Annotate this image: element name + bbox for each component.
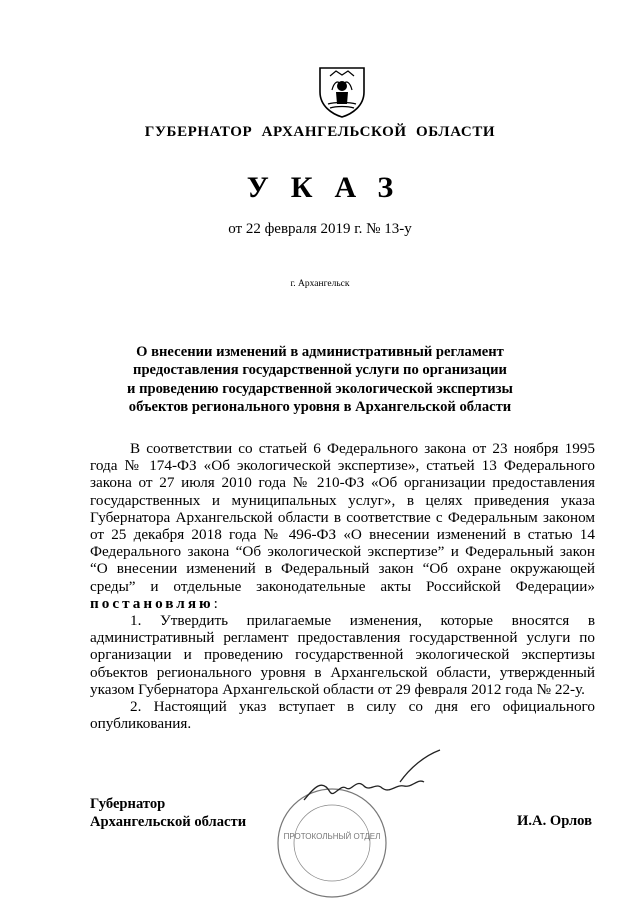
title-line: предоставления государственной услуги по организации xyxy=(133,362,507,379)
document-type: УКАЗ xyxy=(246,171,416,204)
handwritten-signature xyxy=(300,748,460,808)
item-1: 1. Утвердить прилагаемые изменения, которые вносятся в административный регламент предоставления государственной услуги по организации и проведению государственной экологической экспертизы объектов регионального уровня в Архангельской области, утвержденный указом Губернатора Архангельской области от 29 февраля 2012 года № 22-у. xyxy=(90,612,595,698)
signer-position-line: Губернатор xyxy=(90,796,166,812)
item-2: 2. Настоящий указ вступает в силу со дня его официального опубликования. xyxy=(90,698,595,733)
issuing-authority: ГУБЕРНАТОР АРХАНГЕЛЬСКОЙ ОБЛАСТИ xyxy=(144,124,496,140)
title-line: О внесении изменений в административный регламент xyxy=(136,344,504,360)
decree-word: постановляю xyxy=(90,594,214,612)
coat-of-arms-icon xyxy=(314,62,370,118)
decree-colon: : xyxy=(213,594,218,612)
preamble-text: В соответствии со статьей 6 Федерального закона от 23 ноября 1995 года № 174-ФЗ «Об экологической экспертизе», статьей 13 Федерального закона от 27 июля 2010 года № 210-ФЗ «Об организации предоставления государственных и муниципальных услуг», в целях приведения указа Губернатора Архангельской области в соответствие с Федеральным законом от 25 декабря 2018 года № 496-ФЗ «О внесении изменений в статью 14 Федерального закона “Об экологической экспертизе” и Федеральный закон “О внесении изменений в Федеральный закон “Об охране окружающей среды” и отдельные законодательные акты Российской Федерации» xyxy=(90,440,595,595)
document-body xyxy=(90,440,595,732)
document-title xyxy=(90,343,550,417)
signer-name: И.А. Орлов xyxy=(517,813,592,829)
title-line: объектов регионального уровня в Архангельской области xyxy=(128,399,512,416)
preamble-paragraph xyxy=(90,440,595,612)
title-line: и проведению государственной экологической экспертизы xyxy=(127,380,513,397)
document-date-number: от 22 февраля 2019 г. № 13-у xyxy=(228,221,412,237)
document-place: г. Архангельск xyxy=(290,279,350,289)
signer-position-line: Архангельской области xyxy=(90,814,247,831)
stamp-text: ПРОТОКОЛЬНЫЙ ОТДЕЛ xyxy=(283,832,381,841)
signer-position xyxy=(90,795,246,832)
